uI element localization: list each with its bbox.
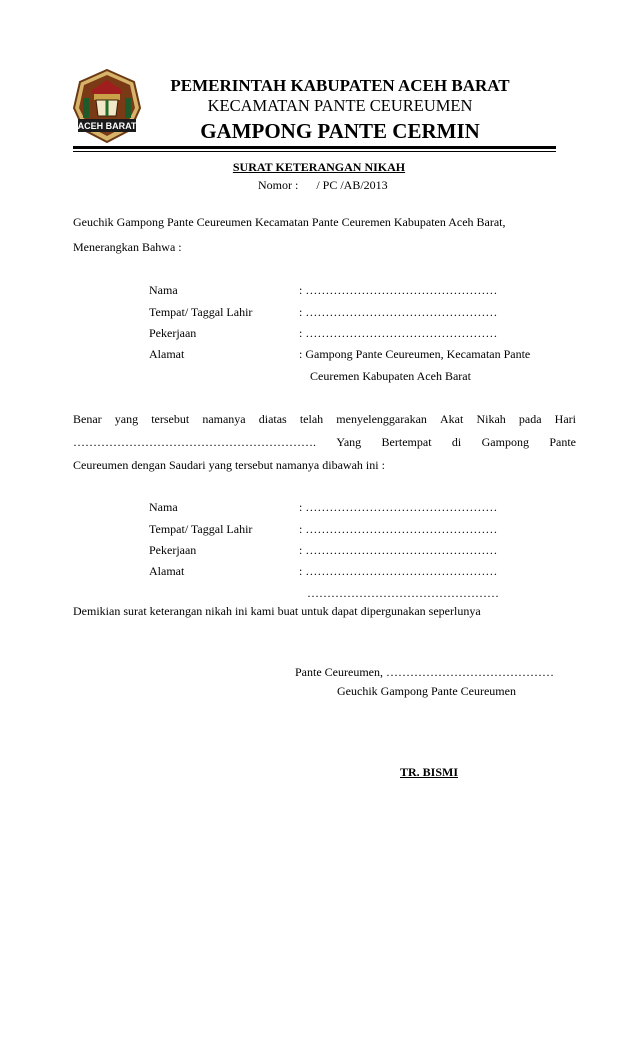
- word: Bertempat: [381, 435, 432, 449]
- p2-ttl-value: : …………………………………………: [299, 522, 498, 536]
- document-number: Nomor : / PC /AB/2013: [258, 178, 388, 192]
- header-divider-thin: [73, 151, 556, 152]
- p1-alamat-label: Alamat: [149, 347, 185, 361]
- word: Nikah: [476, 412, 506, 426]
- header-village-line: GAMPONG PANTE CERMIN: [200, 119, 480, 143]
- p1-alamat-value: : Gampong Pante Ceureumen, Kecamatan Pante: [299, 347, 531, 361]
- statement-line-2: [73, 435, 576, 450]
- word: namanya: [202, 412, 246, 426]
- p2-alamat-label: Alamat: [149, 564, 185, 578]
- p1-alamat-continued: Ceuremen Kabupaten Aceh Barat: [310, 369, 471, 383]
- word: Benar: [73, 412, 102, 426]
- word: yang: [114, 412, 139, 426]
- p2-nama-label: Nama: [149, 500, 178, 514]
- p1-ttl-label: Tempat/ Taggal Lahir: [149, 305, 253, 319]
- p1-ttl-value: : …………………………………………: [299, 305, 498, 319]
- word: pada: [518, 412, 542, 426]
- p1-nama-label: Nama: [149, 283, 178, 297]
- p2-pekerjaan-value: : …………………………………………: [299, 543, 498, 557]
- menerangkan-label: Menerangkan Bahwa :: [73, 240, 182, 254]
- p2-alamat-value: : …………………………………………: [299, 564, 498, 578]
- word: tersebut: [151, 412, 190, 426]
- word: di: [451, 435, 462, 449]
- word: Hari: [554, 412, 576, 426]
- word: menyelenggarakan: [336, 412, 427, 426]
- header-divider-thick: [73, 146, 556, 149]
- p2-nama-value: : …………………………………………: [299, 500, 498, 514]
- word: Gampong: [481, 435, 529, 449]
- p2-alamat-continued: …………………………………………: [307, 586, 499, 600]
- intro-paragraph: Geuchik Gampong Pante Ceureumen Kecamatan Pante Ceuremen Kabupaten Aceh Barat,: [73, 215, 506, 229]
- closing-paragraph: Demikian surat keterangan nikah ini kami buat untuk dapat dipergunakan seperlunya: [73, 604, 481, 618]
- svg-text:ACEH BARAT: ACEH BARAT: [77, 121, 137, 131]
- p1-nama-value: : …………………………………………: [299, 283, 498, 297]
- document-title: SURAT KETERANGAN NIKAH: [232, 160, 406, 174]
- word: Pante: [549, 435, 576, 449]
- statement-line-3: Ceureumen dengan Saudari yang tersebut namanya dibawah ini :: [73, 458, 385, 472]
- header-government-line: PEMERINTAH KABUPATEN ACEH BARAT: [170, 76, 510, 95]
- p1-pekerjaan-label: Pekerjaan: [149, 326, 197, 340]
- p1-pekerjaan-value: : …………………………………………: [299, 326, 498, 340]
- signatory-name: TR. BISMI: [400, 765, 459, 779]
- p2-pekerjaan-label: Pekerjaan: [149, 543, 197, 557]
- p2-ttl-label: Tempat/ Taggal Lahir: [149, 522, 253, 536]
- statement-line-1: [73, 412, 576, 427]
- word: telah: [299, 412, 324, 426]
- sign-place-date: Pante Ceureumen, ……………………………………: [295, 665, 554, 679]
- header-district-line: KECAMATAN PANTE CEUREUMEN: [207, 96, 473, 115]
- word: Akat: [440, 412, 464, 426]
- word: diatas: [258, 412, 287, 426]
- sign-title: Geuchik Gampong Pante Ceureumen: [337, 684, 516, 698]
- word: Yang: [336, 435, 362, 449]
- word: …………………………………………………….: [73, 435, 316, 449]
